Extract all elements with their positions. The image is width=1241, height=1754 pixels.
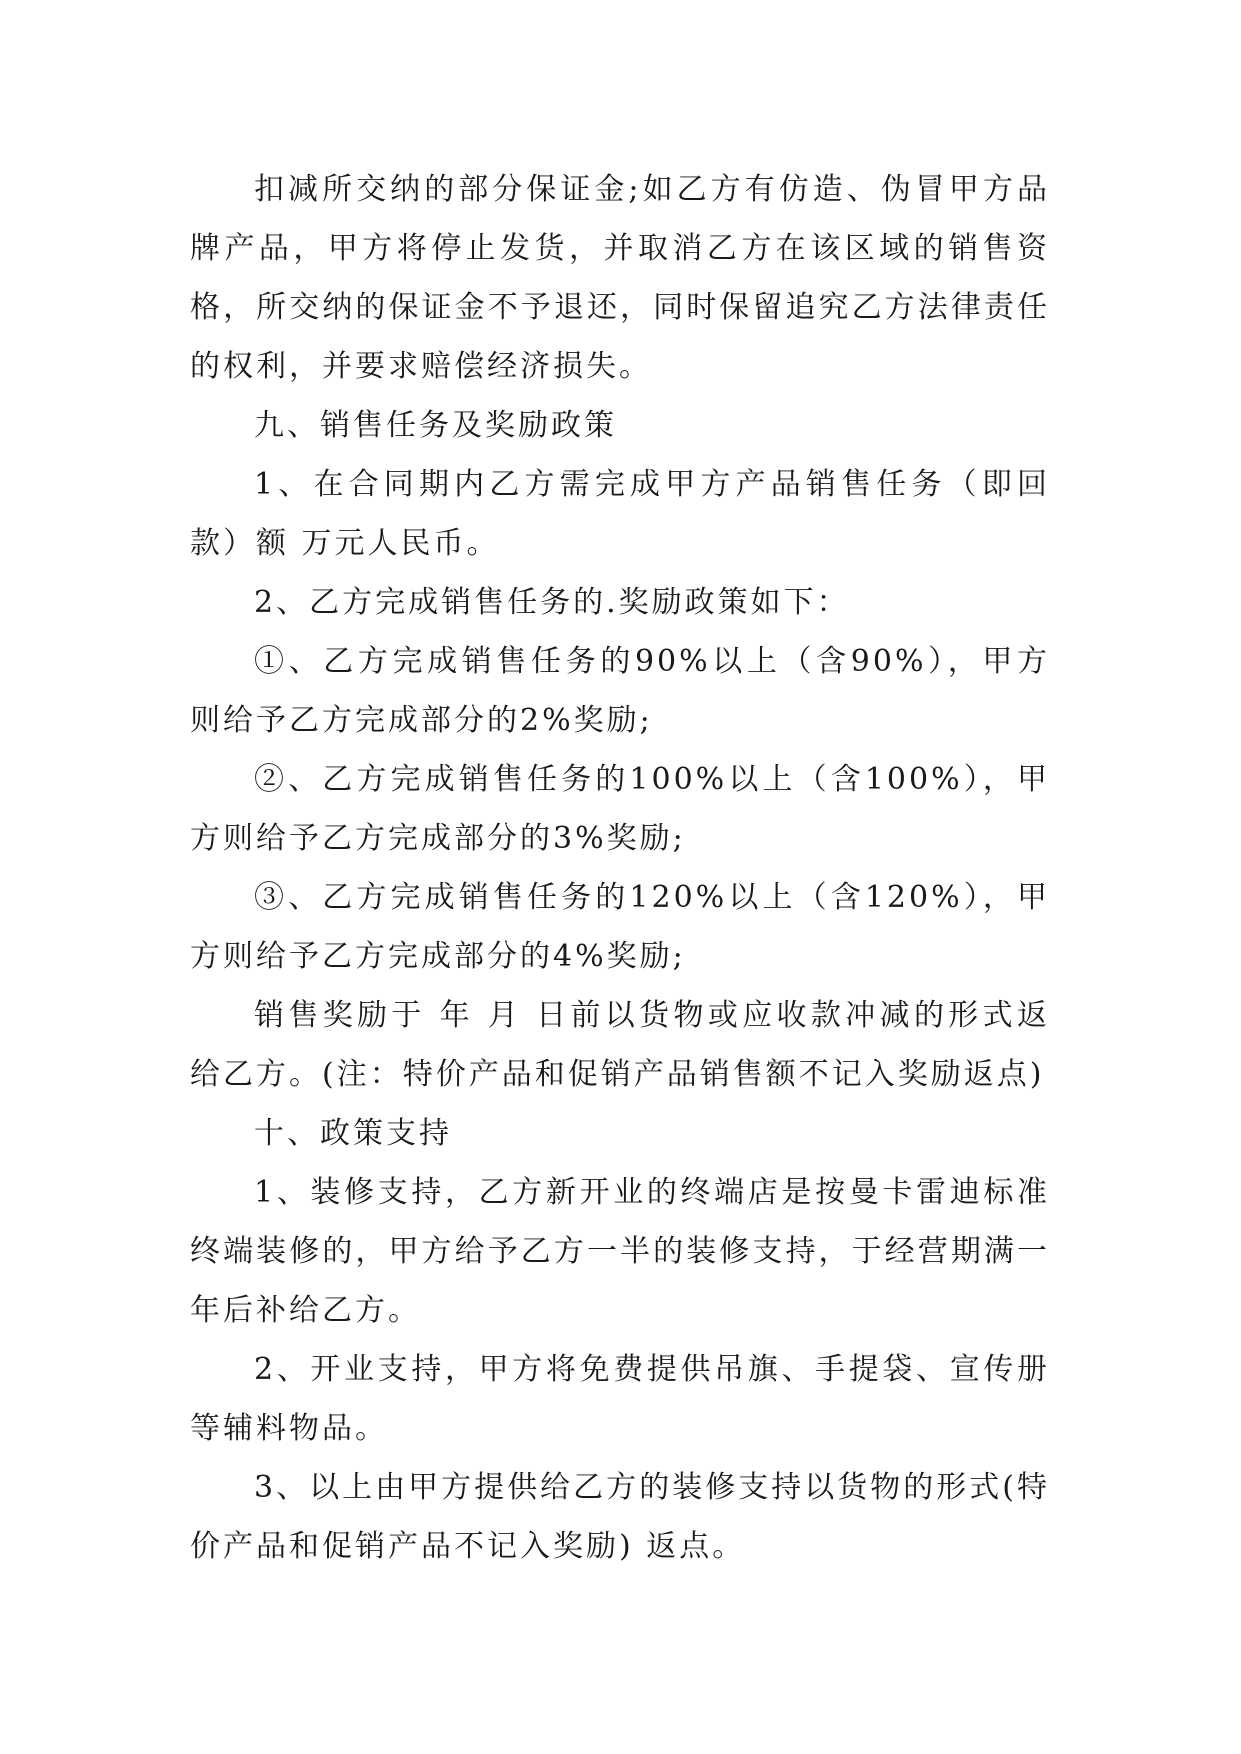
paragraph-reward-tier-2: ②、乙方完成销售任务的100%以上（含100%），甲方则给予乙方完成部分的3%奖励; [190, 762, 1050, 856]
section-heading-sales-tasks: 九、销售任务及奖励政策 [254, 408, 617, 443]
paragraph-reward-policy-intro: 2、乙方完成销售任务的.奖励政策如下： [254, 585, 850, 620]
paragraph-deposit-penalty: 扣减所交纳的部分保证金;如乙方有仿造、伪冒甲方品牌产品，甲方将停止发货，并取消乙方在该区域的销售资格，所交纳的保证金不予退还，同时保留追究乙方法律责任的权利，并要求赔偿经济损失。 [190, 172, 1050, 384]
paragraph-decoration-support: 1、装修支持，乙方新开业的终端店是按曼卡雷迪标准终端装修的，甲方给予乙方一半的装修支持，于经营期满一年后补给乙方。 [190, 1175, 1050, 1328]
paragraph-reward-tier-3: ③、乙方完成销售任务的120%以上（含120%），甲方则给予乙方完成部分的4%奖励; [190, 880, 1050, 974]
paragraph-sales-target: 1、在合同期内乙方需完成甲方产品销售任务（即回款）额 万元人民币。 [190, 467, 1050, 561]
paragraph-reward-tier-1: ①、乙方完成销售任务的90%以上（含90%），甲方则给予乙方完成部分的2%奖励; [190, 644, 1050, 738]
paragraph-reward-payment: 销售奖励于 年 月 日前以货物或应收款冲减的形式返给乙方。(注：特价产品和促销产品销售额不记入奖励返点) [190, 998, 1050, 1092]
paragraph-opening-support: 2、开业支持，甲方将免费提供吊旗、手提袋、宣传册等辅料物品。 [190, 1352, 1050, 1446]
paragraph-support-rebate: 3、以上由甲方提供给乙方的装修支持以货物的形式(特价产品和促销产品不记入奖励) 返点。 [190, 1470, 1050, 1564]
section-heading-policy-support: 十、政策支持 [254, 1116, 452, 1151]
document-body [190, 160, 1050, 1576]
